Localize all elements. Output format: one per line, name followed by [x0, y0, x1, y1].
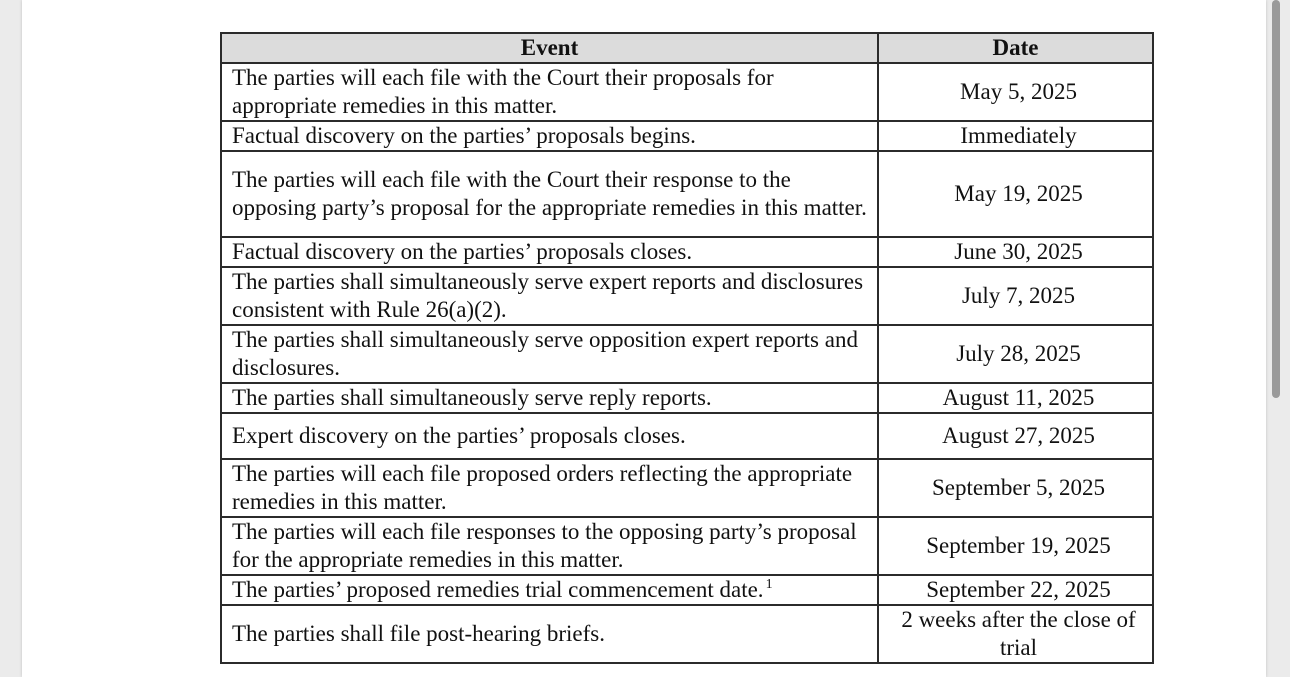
- table-row: [221, 413, 1153, 459]
- table-row: [221, 575, 1153, 605]
- table-row: [221, 121, 1153, 151]
- event-cell: The parties shall simultaneously serve opposition expert reports and disclosures.: [221, 325, 878, 383]
- date-cell: September 19, 2025: [878, 517, 1153, 575]
- event-cell: The parties will each file responses to the opposing party’s proposal for the appropriate remedies in this matter.: [221, 517, 878, 575]
- date-cell: September 5, 2025: [878, 459, 1153, 517]
- event-cell: Expert discovery on the parties’ proposals closes.: [221, 413, 878, 459]
- table-row: [221, 63, 1153, 121]
- date-cell: September 22, 2025: [878, 575, 1153, 605]
- event-cell: Factual discovery on the parties’ proposals begins.: [221, 121, 878, 151]
- table-row: [221, 151, 1153, 237]
- event-cell: The parties shall simultaneously serve reply reports.: [221, 383, 878, 413]
- footnote-marker[interactable]: 1: [765, 577, 773, 592]
- event-cell: The parties will each file proposed orders reflecting the appropriate remedies in this matter.: [221, 459, 878, 517]
- event-cell: The parties shall file post-hearing briefs.: [221, 605, 878, 663]
- date-column-header: Date: [878, 33, 1153, 63]
- event-cell: The parties will each file with the Court their response to the opposing party’s proposal for the appropriate remedies in this matter.: [221, 151, 878, 237]
- date-cell: July 28, 2025: [878, 325, 1153, 383]
- event-cell: The parties shall simultaneously serve expert reports and disclosures consistent with Rule 26(a)(2).: [221, 267, 878, 325]
- date-cell: 2 weeks after the close of trial: [878, 605, 1153, 663]
- schedule-table: [220, 32, 1154, 664]
- document-page: [22, 0, 1266, 677]
- date-cell: May 19, 2025: [878, 151, 1153, 237]
- event-text: The parties’ proposed remedies trial commencement date.: [232, 577, 764, 602]
- table-row: [221, 325, 1153, 383]
- date-cell: Immediately: [878, 121, 1153, 151]
- event-cell: [221, 575, 878, 605]
- date-cell: May 5, 2025: [878, 63, 1153, 121]
- date-cell: August 27, 2025: [878, 413, 1153, 459]
- event-cell: Factual discovery on the parties’ proposals closes.: [221, 237, 878, 267]
- date-cell: July 7, 2025: [878, 267, 1153, 325]
- date-cell: August 11, 2025: [878, 383, 1153, 413]
- vertical-scrollbar-thumb[interactable]: [1272, 0, 1280, 398]
- table-row: [221, 383, 1153, 413]
- event-cell: The parties will each file with the Court their proposals for appropriate remedies in this matter.: [221, 63, 878, 121]
- table-row: [221, 517, 1153, 575]
- table-header-row: [221, 33, 1153, 63]
- table-row: [221, 267, 1153, 325]
- table-row: [221, 605, 1153, 663]
- table-row: [221, 459, 1153, 517]
- date-cell: June 30, 2025: [878, 237, 1153, 267]
- table-row: [221, 237, 1153, 267]
- event-column-header: Event: [221, 33, 878, 63]
